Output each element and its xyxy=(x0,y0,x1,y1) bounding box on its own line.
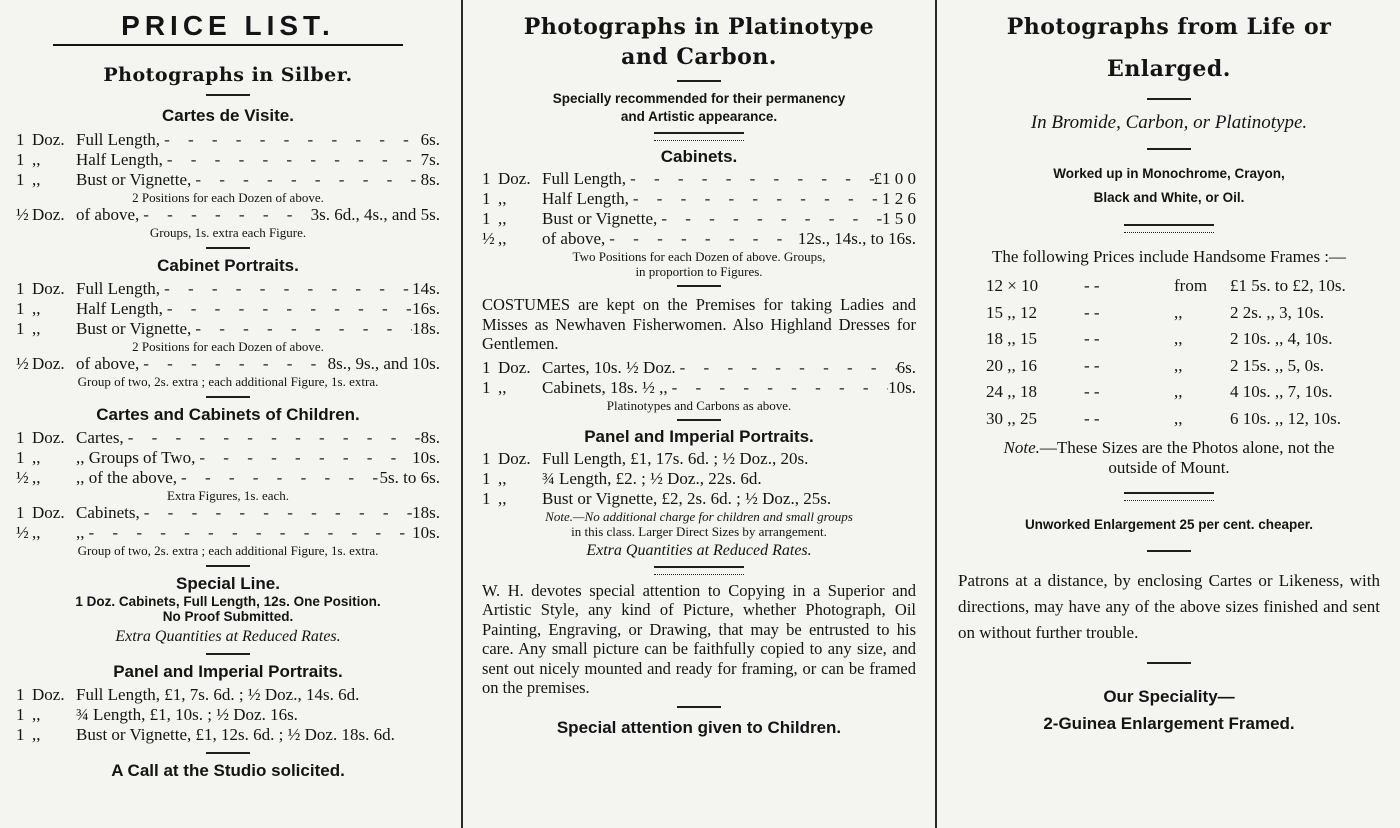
price: £1 0 0 xyxy=(873,169,916,188)
quantity: 1 xyxy=(16,279,25,298)
unit: ,, xyxy=(498,488,507,508)
price: 12s., 14s., to 16s. xyxy=(797,229,916,248)
price: 18s. xyxy=(412,503,440,522)
children-note: Extra Figures, 1s. each. xyxy=(166,488,290,503)
column-platinotype xyxy=(466,0,932,828)
panel-heading: Panel and Imperial Portraits. xyxy=(113,662,343,681)
item-label: Bust or Vignette, £2, 2s. 6d. ; ½ Doz., 25s. xyxy=(542,488,832,508)
special-heading: Special Line. xyxy=(176,574,280,593)
price-row xyxy=(16,130,440,150)
quantity: 1 xyxy=(16,503,25,522)
price-row xyxy=(482,358,916,378)
extra-quantities: Extra Quantities at Reduced Rates. xyxy=(586,541,812,559)
unit: ,, xyxy=(32,448,41,467)
cabinet-groups-note: Group of two, 2s. extra ; each additional Figure, 1s. extra. xyxy=(77,374,379,389)
cartes-heading: Cartes de Visite. xyxy=(162,106,294,125)
price-row xyxy=(16,503,440,523)
item-label: Cartes, xyxy=(76,428,124,447)
leader-dots xyxy=(191,170,420,190)
frame-price: 4 10s. ,, 7, 10s. xyxy=(1230,382,1333,401)
cabinets-rows xyxy=(482,169,916,249)
panel-rows xyxy=(482,449,916,509)
item-label: of above, xyxy=(542,229,606,248)
price-row: ½ Doz. of above, - - - 8s., 9s., and 10s. xyxy=(16,354,440,374)
unit: Doz. xyxy=(32,685,65,704)
quantity: 1 xyxy=(16,725,25,744)
price-row xyxy=(16,150,440,170)
frame-price-table xyxy=(952,273,1386,432)
leader-dots xyxy=(626,169,873,189)
quantity: 1 xyxy=(16,170,25,189)
item-label: ,, Groups of Two, xyxy=(76,448,196,467)
price-row xyxy=(16,279,440,299)
unit: Doz. xyxy=(32,130,65,149)
price-row xyxy=(16,523,440,543)
price: 18s. xyxy=(412,319,440,338)
frame-price-row xyxy=(952,379,1386,406)
price: 6s. xyxy=(420,130,440,149)
item-label: Bust or Vignette, xyxy=(542,209,658,228)
price-row xyxy=(16,319,440,339)
patrons-paragraph: Patrons at a distance, by enclosing Cartes or Likeness, with directions, may have any of the above sizes finished and sent on without further trouble. xyxy=(958,571,1380,642)
section-title-life: Photographs from Life or xyxy=(1006,14,1332,40)
cabinets-note-2: in proportion to Figures. xyxy=(635,264,763,279)
item-label: Full Length, xyxy=(76,130,161,149)
price-row xyxy=(16,428,440,448)
price-row xyxy=(482,189,916,209)
item-label: ,, xyxy=(76,523,85,542)
divider xyxy=(206,653,250,655)
price-row xyxy=(482,229,916,249)
price: 5s. to 6s. xyxy=(379,468,440,487)
price: 10s. xyxy=(412,448,440,467)
price-row xyxy=(482,209,916,229)
special-text: 1 Doz. Cabinets, Full Length, 12s. One Position. xyxy=(75,594,381,609)
leader-dots xyxy=(163,299,412,319)
item-label: ,, of the above, xyxy=(76,468,178,487)
frames-intro: The following Prices include Handsome Frames :— xyxy=(991,247,1347,266)
price: 14s. xyxy=(412,279,440,298)
frame-size: 24 ,, 18 xyxy=(986,382,1037,401)
quantity: 1 xyxy=(16,319,25,338)
speciality-heading: Our Speciality— xyxy=(1103,687,1235,706)
item-label: Full Length, £1, 17s. 6d. ; ½ Doz., 20s. xyxy=(542,448,809,468)
unit: Doz. xyxy=(498,448,531,468)
unit: Doz. xyxy=(32,428,65,447)
frame-price: £1 5s. to £2, 10s. xyxy=(1230,276,1346,295)
copying-paragraph: W. H. devotes special attention to Copying in a Superior and Artistic Style, any kind of Picture, whether Photograph, Oil Painting, Engraving, or Drawing, that may be entrusted to his care. Any small picture can be faithfully copied to any size, and sent out nicely mounted and ready for framing, or can be framed on the premises. xyxy=(482,580,916,697)
quantity: ½ xyxy=(16,468,29,487)
leader-dots xyxy=(85,523,413,543)
unit: ,, xyxy=(498,189,507,208)
cabinet-note: 2 Positions for each Dozen of above. xyxy=(132,339,324,354)
unit: ,, xyxy=(32,150,41,169)
frame-price-row xyxy=(952,406,1386,433)
item-label: ¾ Length, £2. ; ½ Doz., 22s. 6d. xyxy=(542,468,762,488)
frame-price-row xyxy=(952,300,1386,327)
quantity: 1 xyxy=(16,428,25,447)
item-label: Full Length, xyxy=(542,169,627,188)
frame-size: 30 ,, 25 xyxy=(986,408,1037,428)
divider xyxy=(206,565,250,567)
item-label: Full Length, xyxy=(76,279,161,298)
from-label: ,, xyxy=(1174,302,1183,322)
from-label: ,, xyxy=(1174,382,1183,401)
price: 1 2 6 xyxy=(882,189,916,208)
unit: ,, xyxy=(32,299,41,318)
frame-price-row xyxy=(952,326,1386,353)
leader-dots xyxy=(605,229,798,249)
leader-dots: - - xyxy=(1084,329,1100,348)
leader-dots xyxy=(195,448,412,468)
leader-dots xyxy=(163,150,421,170)
costumes-paragraph: COSTUMES are kept on the Premises for taking Ladies and Misses as Newhaven Fisherwomen. Also Highland Dresses for Gentlemen. xyxy=(482,295,916,353)
divider xyxy=(677,285,721,287)
process-line: In Bromide, Carbon, or Platinotype. xyxy=(1030,112,1308,133)
quantity: 1 xyxy=(16,705,25,724)
special-extra: Extra Quantities at Reduced Rates. xyxy=(115,628,341,645)
children-groups-note: Group of two, 2s. extra ; each additional Figure, 1s. extra. xyxy=(77,543,379,558)
recommendation-2: and Artistic appearance. xyxy=(620,109,778,124)
item-label: Half Length, xyxy=(76,150,163,169)
unit: ,, xyxy=(498,468,507,488)
children-rows xyxy=(16,428,440,488)
price-row xyxy=(482,449,916,469)
wavy-divider xyxy=(1124,224,1214,233)
item-label: Cartes, 10s. ½ Doz. xyxy=(542,357,676,377)
item-label: Cabinets, 18s. ½ ,, xyxy=(542,377,668,397)
leader-dots xyxy=(676,358,897,378)
price-row xyxy=(16,725,440,745)
costume-rows xyxy=(482,358,916,398)
quantity: 1 xyxy=(16,150,25,169)
unit: ,, xyxy=(498,229,507,248)
cabinets-heading: Cabinets. xyxy=(660,147,738,166)
unit: ,, xyxy=(498,209,507,228)
quantity: 1 xyxy=(16,685,25,704)
unit: Doz. xyxy=(32,279,65,298)
price-row xyxy=(482,378,916,398)
divider xyxy=(206,396,250,398)
divider xyxy=(1147,98,1191,100)
divider xyxy=(677,419,721,421)
divider xyxy=(1147,550,1191,552)
unit: ,, xyxy=(32,170,41,189)
item-label: Full Length, £1, 7s. 6d. ; ½ Doz., 14s. 6d. xyxy=(76,685,360,704)
quantity: 1 xyxy=(482,357,491,377)
leader-dots: - - xyxy=(1084,276,1100,295)
price: 6s. xyxy=(896,357,916,377)
section-title-silver: Photographs in Silber. xyxy=(103,64,353,86)
from-label: ,, xyxy=(1174,329,1183,348)
price-row xyxy=(16,299,440,319)
sizes-note: Note.—These Sizes are the Photos alone, not the xyxy=(1003,438,1335,457)
leader-dots xyxy=(629,189,882,209)
unit: Doz. xyxy=(32,503,65,522)
price-row xyxy=(16,468,440,488)
divider xyxy=(1147,148,1191,150)
quantity: 1 xyxy=(16,299,25,318)
panel-note-2: in this class. Larger Direct Sizes by arrangement. xyxy=(571,523,827,539)
divider xyxy=(206,94,250,96)
sizes-note-2: outside of Mount. xyxy=(1108,458,1230,477)
quantity: 1 xyxy=(482,488,491,508)
panel-heading: Panel and Imperial Portraits. xyxy=(584,426,814,446)
frame-price: 6 10s. ,, 12, 10s. xyxy=(1230,408,1341,428)
page-title: PRICE LIST. xyxy=(121,10,335,41)
price: 10s. xyxy=(412,523,440,542)
from-label: ,, xyxy=(1174,355,1183,375)
section-title-platinotype: Photographs in Platinotype xyxy=(523,14,875,40)
frame-size: 15 ,, 12 xyxy=(986,302,1037,322)
leader-dots xyxy=(140,503,412,523)
frame-price: 2 15s. ,, 5, 0s. xyxy=(1230,355,1324,375)
price-row: ½ Doz. of above, - - - 3s. 6d., 4s., and 5s. xyxy=(16,205,440,225)
frame-price-row xyxy=(952,353,1386,380)
section-title-enlarged: Enlarged. xyxy=(1107,56,1231,82)
column-enlargements xyxy=(940,0,1400,828)
leader-dots xyxy=(668,378,889,398)
leader-dots xyxy=(160,130,421,150)
quantity: 1 xyxy=(482,189,491,208)
price: 10s. xyxy=(888,377,916,397)
column-divider xyxy=(935,0,937,828)
price: 1 5 0 xyxy=(882,209,916,228)
footer-call: A Call at the Studio solicited. xyxy=(111,761,345,780)
price-row xyxy=(482,489,916,509)
leader-dots xyxy=(177,468,380,488)
price: 7s. xyxy=(420,150,440,169)
panel-rows xyxy=(16,685,440,745)
price-row xyxy=(482,169,916,189)
cartes-groups-note: Groups, 1s. extra each Figure. xyxy=(149,225,307,240)
cartes-rows xyxy=(16,130,440,190)
column-silver-prints xyxy=(0,0,458,828)
quantity: 1 xyxy=(482,209,491,228)
cabinet-rows xyxy=(16,279,440,339)
quantity: 1 xyxy=(482,468,491,488)
item-label: Half Length, xyxy=(542,189,629,208)
quantity: 1 xyxy=(482,377,491,397)
item-label: ¾ Length, £1, 10s. ; ½ Doz. 16s. xyxy=(76,705,298,724)
column-divider xyxy=(461,0,463,828)
quantity: 1 xyxy=(482,448,491,468)
leader-dots: - - xyxy=(1084,302,1100,322)
price-row xyxy=(16,448,440,468)
price-row xyxy=(16,170,440,190)
item-label: Half Length, xyxy=(76,299,163,318)
unit: ,, xyxy=(32,705,41,724)
unit: ,, xyxy=(32,468,41,487)
unit: ,, xyxy=(32,725,41,744)
unit: Doz. xyxy=(498,357,531,377)
from-label: ,, xyxy=(1174,408,1183,428)
price-row xyxy=(16,705,440,725)
special-proof: No Proof Submitted. xyxy=(162,609,294,624)
item-label: Bust or Vignette, xyxy=(76,319,192,338)
unit: Doz. xyxy=(498,169,531,188)
unworked-note: Unworked Enlargement 25 per cent. cheaper. xyxy=(1024,517,1314,532)
divider xyxy=(206,752,250,754)
speciality-text: 2-Guinea Enlargement Framed. xyxy=(1043,714,1295,733)
children-heading: Cartes and Cabinets of Children. xyxy=(96,405,360,424)
cabinets-note: Two Positions for each Dozen of above. Groups, xyxy=(572,249,826,264)
frame-size: 12 × 10 xyxy=(986,276,1039,295)
costume-note: Platinotypes and Carbons as above. xyxy=(606,397,792,413)
section-title-carbon: and Carbon. xyxy=(621,44,777,70)
children-cabinet-rows xyxy=(16,503,440,543)
leader-dots xyxy=(160,279,412,299)
quantity: ½ xyxy=(16,523,29,542)
wavy-divider xyxy=(1124,492,1214,501)
unit: ,, xyxy=(32,523,41,542)
divider xyxy=(206,247,250,249)
price-row xyxy=(16,685,440,705)
frame-size: 18 ,, 15 xyxy=(986,329,1037,348)
price: 16s. xyxy=(412,299,440,318)
price: 8s. xyxy=(420,170,440,189)
panel-note: Note.—No additional charge for children and small groups xyxy=(545,508,853,524)
cartes-note: 2 Positions for each Dozen of above. xyxy=(132,190,324,205)
cabinet-heading: Cabinet Portraits. xyxy=(157,256,299,275)
wavy-divider xyxy=(654,566,744,575)
leader-dots xyxy=(191,319,412,339)
leader-dots: - - xyxy=(1084,355,1100,375)
from-label: from xyxy=(1174,276,1208,295)
frame-size: 20 ,, 16 xyxy=(986,355,1037,375)
leader-dots xyxy=(124,428,421,448)
recommendation: Specially recommended for their permanency xyxy=(552,91,846,106)
wavy-divider xyxy=(654,132,744,141)
divider xyxy=(1147,662,1191,664)
frame-price-row xyxy=(952,273,1386,300)
quantity: 1 xyxy=(16,130,25,149)
quantity: 1 xyxy=(482,169,491,188)
price: 8s. xyxy=(420,428,440,447)
title-rule xyxy=(53,44,403,46)
footer-children: Special attention given to Children. xyxy=(556,717,842,737)
price-row xyxy=(482,469,916,489)
leader-dots: - - xyxy=(1084,382,1100,401)
quantity: 1 xyxy=(16,448,25,467)
frame-price: 2 2s. ,, 3, 10s. xyxy=(1230,302,1324,322)
leader-dots xyxy=(657,209,882,229)
item-label: Bust or Vignette, xyxy=(76,170,192,189)
item-label: Cabinets, xyxy=(76,503,140,522)
worked-up-2: Black and White, or Oil. xyxy=(1093,190,1245,205)
unit: ,, xyxy=(32,319,41,338)
item-label: Bust or Vignette, £1, 12s. 6d. ; ½ Doz. 18s. 6d. xyxy=(76,725,395,744)
worked-up: Worked up in Monochrome, Crayon, xyxy=(1053,166,1285,181)
unit: ,, xyxy=(498,377,507,397)
divider xyxy=(677,706,721,708)
frame-price: 2 10s. ,, 4, 10s. xyxy=(1230,329,1333,348)
divider xyxy=(677,80,721,82)
leader-dots: - - xyxy=(1084,408,1100,428)
quantity: ½ xyxy=(482,229,495,248)
